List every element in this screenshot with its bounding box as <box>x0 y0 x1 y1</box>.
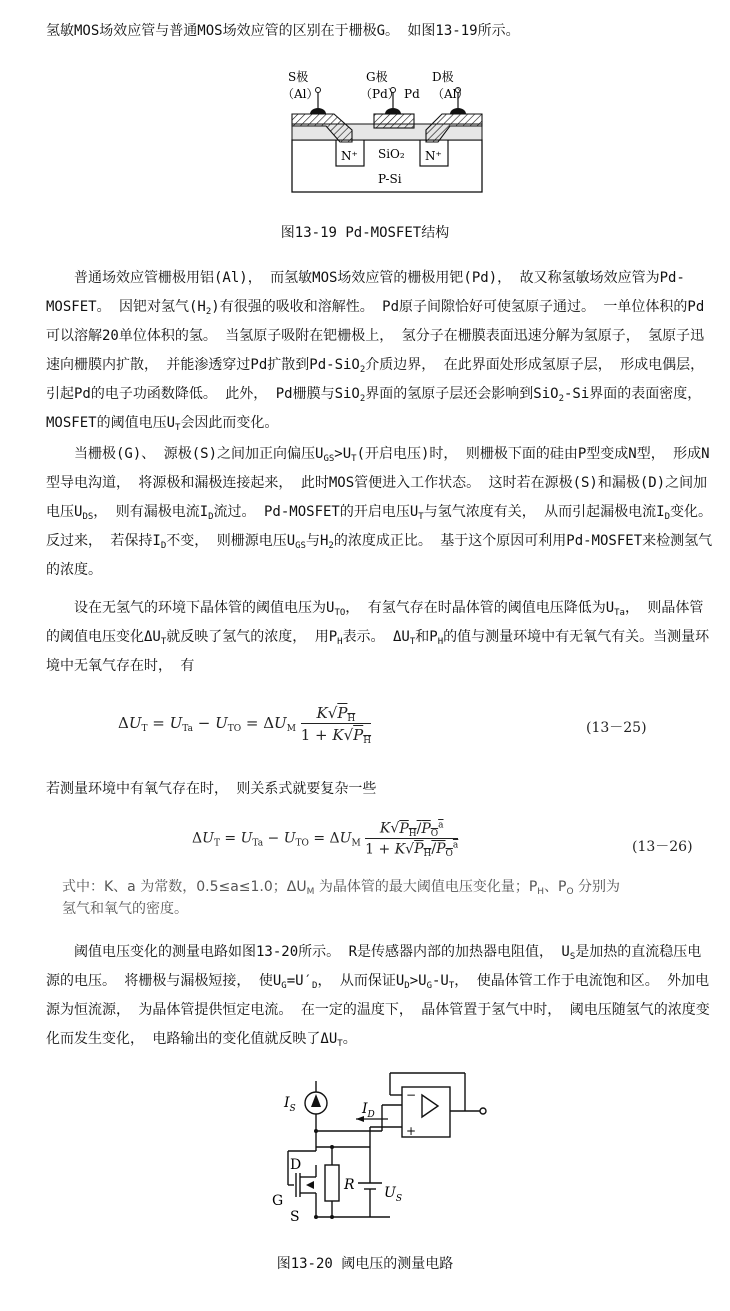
n-plus-right-label: N⁺ <box>425 149 442 163</box>
pd-label: Pd <box>404 87 420 101</box>
equation-13-25-number: (13－25) <box>586 720 647 736</box>
threshold-measurement-circuit <box>270 1065 510 1235</box>
paragraph-measurement-circuit: 阈值电压变化的测量电路如图13-20所示。 R是传感器内部的加热器电阻值， $U_S$是加热的直流稳压电源的电压。 将栅极与漏极短接， 使$U_G=U'_D$， 从而保证$U_D>U_G-U_T$， 使晶体管工作于电流饱和区。 外加电源为恒流源， 为晶体管提供恒定电流。 在一定的温度下， 晶体管置于氢气中时， 阈电压随氢气的浓度变化而发生变化， 电路输出的变化值就反映了$\Delta U_T$。 <box>46 944 710 1049</box>
resistor-label: R <box>344 1177 355 1193</box>
figure-13-19-caption: 图13-19 Pd-MOSFET结构 <box>280 225 450 241</box>
paragraph-pd-mosfet: 普通场效应管栅极用铝(Al)， 而氢敏MOS场效应管的栅极用钯(Pd)， 故又称氢敏场效应管为Pd-MOSFET。 因钯对氢气$(H_2)$有很强的吸收和溶解性。 Pd原子间隙恰好可使氢原子通过。 一单位体积的Pd可以溶解20单位体积的氢。 当氢原子吸附在钯栅极上， 氢分子在栅膜表面迅速分解为氢原子， 氢原子迅速向栅膜内扩散， 并能渗透穿过Pd扩散到Pd-SiO$_2$介质边界， 在此界面处形成氢原子层， 形成电偶层， 引起Pd的电子功函数降低。 此外， Pd栅膜与SiO$_2$界面的氢原子层还会影响到SiO$_2$-Si界面的表面密度， MOSFET的阈值电压$U_T$会因此而变化。 <box>46 270 705 433</box>
d-material-label: （Al） <box>432 87 469 101</box>
psi-label: P-Si <box>378 172 402 186</box>
d-pole-label: D极 <box>432 70 454 84</box>
s-pole-label: S极 <box>288 70 309 84</box>
paragraph-threshold: 设在无氢气的环境下晶体管的阈值电压为$U_{TO}$， 有氢气存在时晶体管的阈值电压降低为$U_{Ta}$， 则晶体管的阈值电压变化$\Delta U_T$就反映了氢气的浓度， 用$P_H$表示。 $\Delta U_T$和$P_H$的值与测量环境中有无氧气有关。当测量环境中无氧气存在时， 有 <box>46 600 710 674</box>
s-material-label: （Al） <box>282 87 319 101</box>
drain-label: D <box>290 1157 302 1173</box>
opamp-plus-label: + <box>406 1124 417 1138</box>
paragraph-gate-bias: 当栅极(G)、 源极(S)之间加正向偏压$U_{GS}>U_T$(开启电压)时， 则栅极下面的硅由P型变成N型， 形成N型导电沟道， 将源极和漏极连接起来， 此时MOS管便进入工作状态。 这时若在源极(S)和漏极(D)之间加电压$U_{DS}$， 则有漏极电流$I_D$流过。 Pd-MOSFET的开启电压$U_T$与氢气浓度有关， 从而引起漏极电流$I_D$变化。 反过来， 若保持$I_D$不变， 则栅源电压$U_{GS}$与$H_2$的浓度成正比。 基于这个原因可利用Pd-MOSFET来检测氢气的浓度。 <box>46 446 713 578</box>
figure-13-20-caption: 图13-20 阈电压的测量电路 <box>276 1256 454 1272</box>
us-label: $U_S$ <box>384 1185 402 1204</box>
equation-definitions: 式中：K、a 为常数，0.5≤a≤1.0；$\Delta U_M$ 为晶体管的最大阈值电压变化量；$P_H$、$P_O$ 分别为 氢气和氧气的密度。 <box>62 879 621 917</box>
g-material-label: （Pd） <box>360 87 400 101</box>
intro-text: 氢敏MOS场效应管与普通MOS场效应管的区别在于栅极G。 如图13-19所示。 <box>46 23 520 39</box>
opamp-minus-label: − <box>406 1088 417 1102</box>
equation-13-26: $\Delta U_T = U_{Ta} - U_{TO} = \Delta U_M$ $\frac{K√P_H/P_O^a}{1 + K√P_H/P_O^a}$ <box>192 820 459 860</box>
id-label: $I_D$ <box>362 1101 375 1120</box>
equation-13-26-number: (13－26) <box>632 839 693 855</box>
sio2-label: SiO₂ <box>378 147 405 161</box>
source-label: S <box>290 1209 300 1225</box>
g-pole-label: G极 <box>366 70 388 84</box>
n-plus-left-label: N⁺ <box>341 149 358 163</box>
gate-label: G <box>272 1193 284 1209</box>
is-label: $I_S$ <box>284 1095 296 1114</box>
pd-mosfet-structure-figure <box>280 68 500 203</box>
paragraph-oxygen: 若测量环境中有氧气存在时， 则关系式就要复杂一些 <box>46 781 377 797</box>
equation-13-25: $\Delta U_T = U_{Ta} - U_{TO} = \Delta U_M$ $\frac{K√P_H}{1 + K√P_H}$ <box>118 704 372 746</box>
